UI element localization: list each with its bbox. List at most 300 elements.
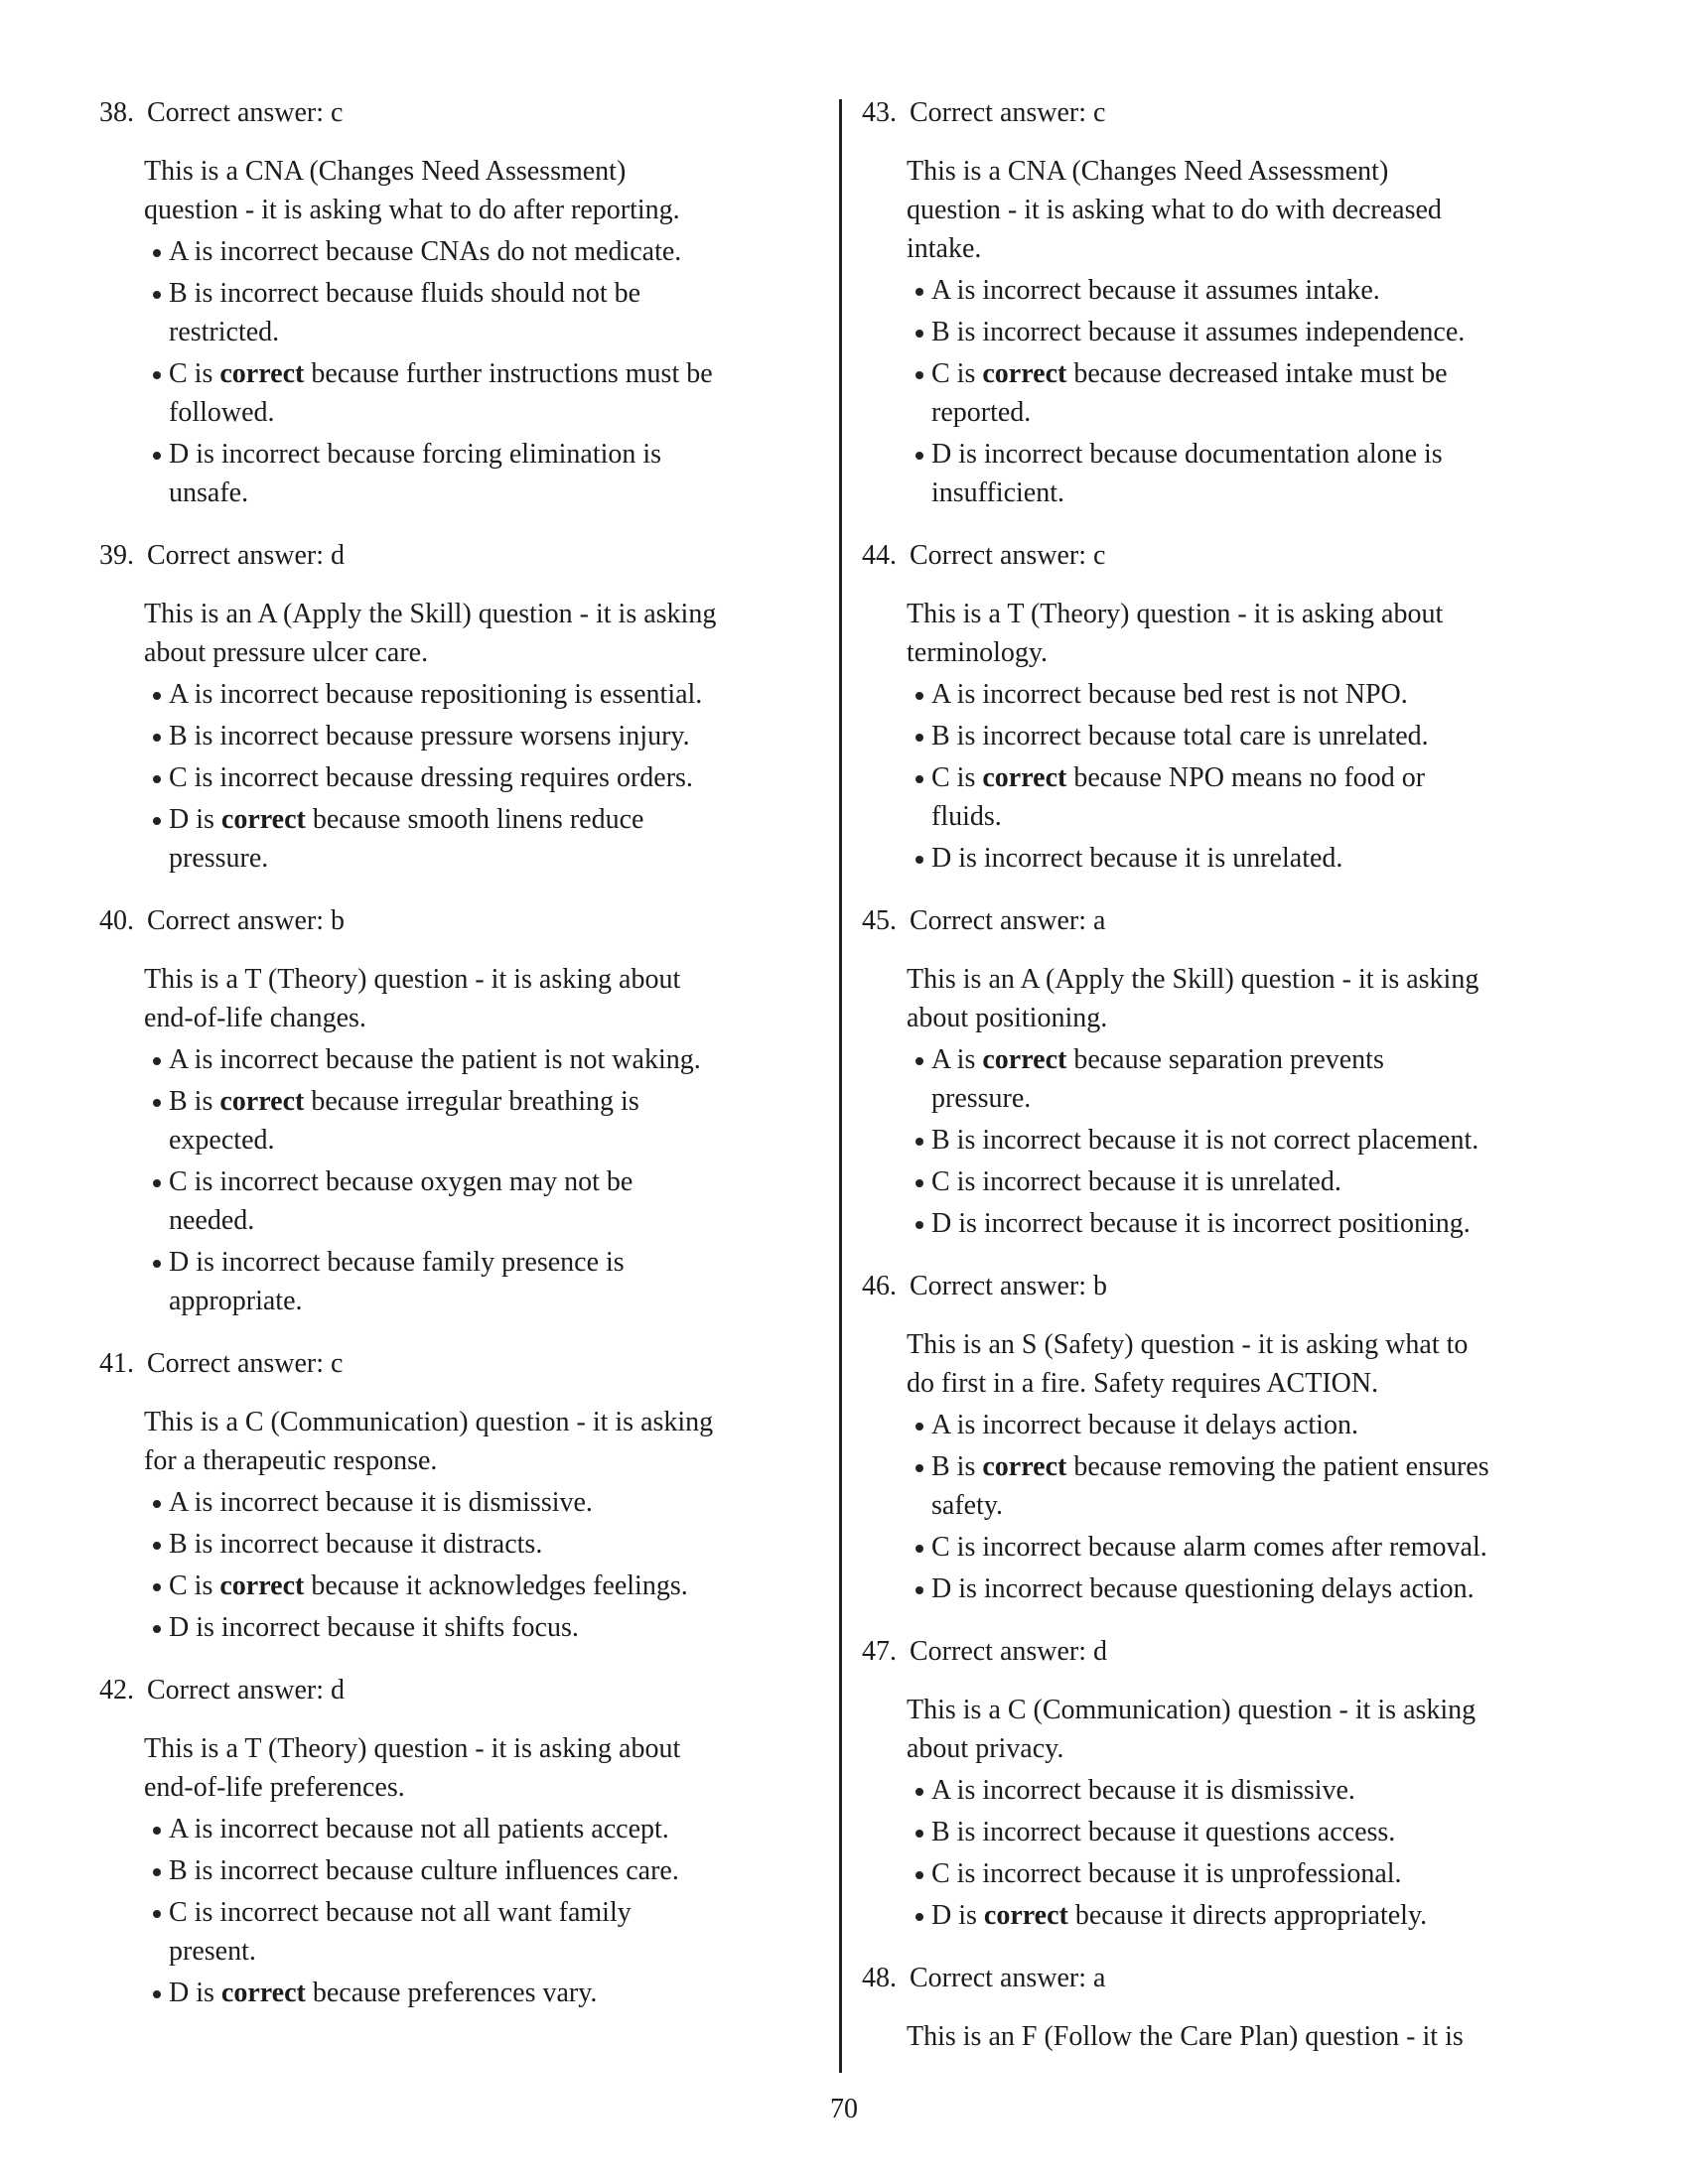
question-number: 42. <box>99 1675 134 1706</box>
text-segment-post: because it directs appropriately. <box>1067 1900 1428 1931</box>
correct-emphasis: correct <box>219 1086 305 1117</box>
answer-item-heading <box>99 901 806 940</box>
rationale-item <box>907 1121 1589 1160</box>
text-line <box>144 999 806 1037</box>
correct-answer-label: Correct answer: d <box>147 1675 346 1706</box>
text-line <box>931 675 1589 714</box>
rationale-item <box>144 1567 806 1605</box>
correct-emphasis: correct <box>983 1900 1068 1931</box>
text-segment: C is incorrect because oxygen may not be <box>169 1166 633 1197</box>
text-line <box>169 1121 806 1160</box>
rationale-list <box>144 1483 806 1647</box>
rationale-item <box>144 274 806 351</box>
text-line <box>169 1525 806 1564</box>
text-line <box>931 474 1589 512</box>
text-line <box>169 1082 806 1121</box>
rationale-list <box>907 1040 1589 1243</box>
explanation-paragraph <box>907 595 1589 672</box>
bullet-icon <box>153 371 161 379</box>
text-segment: This is a T (Theory) question - it is asking about <box>144 964 681 995</box>
text-segment: C is <box>169 1570 220 1601</box>
text-segment: B is incorrect because it distracts. <box>169 1529 543 1560</box>
text-segment: This is a CNA (Changes Need Assessment) <box>907 156 1389 187</box>
text-segment: for a therapeutic response. <box>144 1445 438 1476</box>
bullet-icon <box>915 1830 923 1838</box>
question-number: 43. <box>862 97 897 128</box>
bullet-icon <box>915 692 923 700</box>
text-line <box>169 1974 806 2012</box>
rationale-item <box>144 1483 806 1522</box>
bullet-icon <box>153 1583 161 1591</box>
bullet-icon <box>915 1464 923 1472</box>
answer-item <box>99 1671 806 2012</box>
text-line <box>144 595 806 633</box>
text-segment: A is incorrect because repositioning is essential. <box>169 679 703 710</box>
text-line <box>931 393 1589 432</box>
text-line <box>144 1768 806 1807</box>
text-segment: This is an S (Safety) question - it is asking what to <box>907 1329 1469 1360</box>
text-segment: pressure. <box>931 1083 1032 1114</box>
answer-item-heading <box>862 1959 1589 1997</box>
text-segment: This is a T (Theory) question - it is asking about <box>144 1733 681 1764</box>
text-line <box>907 595 1589 633</box>
text-segment: about privacy. <box>907 1733 1064 1764</box>
text-line <box>169 435 806 474</box>
correct-emphasis: correct <box>982 762 1067 793</box>
text-line <box>169 1243 806 1282</box>
two-column-layout <box>99 93 1589 2080</box>
answer-item-heading <box>862 1267 1589 1305</box>
answer-item <box>862 1267 1589 1608</box>
answer-column-left <box>99 93 806 2036</box>
bullet-icon <box>153 1827 161 1835</box>
rationale-item <box>144 232 806 271</box>
text-segment: This is an A (Apply the Skill) question - it is asking <box>144 599 717 629</box>
text-line <box>169 758 806 797</box>
bullet-icon <box>153 734 161 742</box>
rationale-item <box>907 1771 1589 1810</box>
correct-answer-label: Correct answer: b <box>910 1271 1108 1301</box>
bullet-icon <box>153 1990 161 1998</box>
rationale-item <box>144 1851 806 1890</box>
answer-item-heading <box>862 901 1589 940</box>
text-segment: This is an F (Follow the Care Plan) question - it is <box>907 2021 1464 2052</box>
correct-answer-label: Correct answer: c <box>910 97 1106 128</box>
text-line <box>931 1570 1589 1608</box>
explanation-paragraph <box>907 1325 1589 1403</box>
answer-item-heading <box>99 1671 806 1709</box>
text-line <box>169 1810 806 1848</box>
explanation-paragraph <box>144 1403 806 1480</box>
text-segment: D is incorrect because documentation alone is <box>931 439 1443 470</box>
text-segment: C is incorrect because it is unprofessional. <box>931 1858 1402 1889</box>
text-segment: end-of-life preferences. <box>144 1772 405 1803</box>
rationale-item <box>907 758 1589 836</box>
rationale-list <box>907 1406 1589 1608</box>
text-line <box>931 1040 1589 1079</box>
text-line <box>931 1771 1589 1810</box>
bullet-icon <box>153 249 161 257</box>
answer-item-heading <box>99 536 806 575</box>
text-line <box>169 1282 806 1320</box>
text-segment: intake. <box>907 233 982 264</box>
answer-column-right <box>862 93 1589 2080</box>
text-segment: question - it is asking what to do with decreased <box>907 195 1442 225</box>
question-number: 47. <box>862 1636 897 1667</box>
bullet-icon <box>915 1545 923 1553</box>
text-line <box>907 999 1589 1037</box>
text-line <box>931 1447 1589 1486</box>
bullet-icon <box>153 1542 161 1550</box>
correct-answer-label: Correct answer: c <box>147 97 344 128</box>
text-segment: question - it is asking what to do after reporting. <box>144 195 680 225</box>
bullet-icon <box>915 1586 923 1594</box>
text-line <box>169 1608 806 1647</box>
answer-item-heading <box>862 1632 1589 1671</box>
text-segment: B is incorrect because fluids should not be <box>169 278 641 309</box>
text-segment: end-of-life changes. <box>144 1003 366 1033</box>
rationale-item <box>144 758 806 797</box>
bullet-icon <box>153 817 161 825</box>
text-line <box>931 1162 1589 1201</box>
text-line <box>907 2017 1589 2056</box>
rationale-list <box>907 1771 1589 1935</box>
question-number: 41. <box>99 1348 134 1379</box>
text-line <box>169 839 806 878</box>
text-segment: present. <box>169 1936 256 1967</box>
text-line <box>169 313 806 351</box>
rationale-item <box>907 271 1589 310</box>
bullet-icon <box>153 1868 161 1876</box>
text-line <box>169 675 806 714</box>
answer-item <box>862 1632 1589 1935</box>
correct-answer-label: Correct answer: d <box>147 540 346 571</box>
text-segment-post: because decreased intake must be <box>1066 358 1448 389</box>
bullet-icon <box>153 1625 161 1633</box>
text-segment-post: because it acknowledges feelings. <box>304 1570 688 1601</box>
rationale-list <box>144 232 806 512</box>
text-segment-post: because removing the patient ensures <box>1066 1451 1489 1482</box>
rationale-item <box>144 1608 806 1647</box>
text-segment: B is incorrect because pressure worsens injury. <box>169 721 690 751</box>
text-segment: appropriate. <box>169 1286 303 1316</box>
rationale-item <box>907 1040 1589 1118</box>
text-line <box>144 1729 806 1768</box>
text-segment: B is incorrect because culture influences care. <box>169 1855 679 1886</box>
text-line <box>144 1403 806 1441</box>
text-segment: A is incorrect because the patient is not waking. <box>169 1044 701 1075</box>
column-divider-rule <box>839 99 842 2073</box>
text-line <box>144 633 806 672</box>
rationale-item <box>144 675 806 714</box>
text-segment: fluids. <box>931 801 1002 832</box>
text-segment: unsafe. <box>169 478 249 508</box>
rationale-item <box>907 1204 1589 1243</box>
question-number: 38. <box>99 97 134 128</box>
explanation-paragraph <box>144 595 806 672</box>
text-line <box>931 435 1589 474</box>
text-segment: needed. <box>169 1205 255 1236</box>
correct-answer-label: Correct answer: a <box>910 905 1106 936</box>
text-segment: D is incorrect because it is incorrect positioning. <box>931 1208 1471 1239</box>
text-segment: D is <box>169 1978 221 2008</box>
bullet-icon <box>153 1500 161 1508</box>
text-line <box>907 1729 1589 1768</box>
rationale-list <box>907 271 1589 512</box>
bullet-icon <box>915 1057 923 1065</box>
text-segment: B is incorrect because total care is unrelated. <box>931 721 1429 751</box>
text-segment: D is <box>931 1900 984 1931</box>
text-segment: D is incorrect because it shifts focus. <box>169 1612 579 1643</box>
text-segment: A is incorrect because CNAs do not medicate. <box>169 236 682 267</box>
text-segment: do first in a fire. Safety requires ACTION. <box>907 1368 1379 1399</box>
text-segment: This is an A (Apply the Skill) question - it is asking <box>907 964 1479 995</box>
text-segment: C is incorrect because not all want family <box>169 1897 632 1928</box>
page-number: 70 <box>830 2094 858 2124</box>
text-line <box>169 1483 806 1522</box>
text-segment: restricted. <box>169 317 280 347</box>
question-number: 40. <box>99 905 134 936</box>
rationale-item <box>907 435 1589 512</box>
rationale-list <box>144 675 806 878</box>
rationale-item <box>907 1162 1589 1201</box>
text-line <box>931 1528 1589 1567</box>
correct-emphasis: correct <box>219 358 305 389</box>
rationale-item <box>907 717 1589 755</box>
rationale-item <box>144 1525 806 1564</box>
answer-item <box>862 901 1589 1243</box>
answer-item-heading <box>862 93 1589 132</box>
rationale-item <box>144 800 806 878</box>
text-line <box>169 393 806 432</box>
rationale-item <box>144 1974 806 2012</box>
answer-item-heading <box>862 536 1589 575</box>
answer-item-heading <box>99 93 806 132</box>
bullet-icon <box>915 775 923 783</box>
question-number: 44. <box>862 540 897 571</box>
text-line <box>931 1486 1589 1525</box>
bullet-icon <box>153 775 161 783</box>
text-segment-post: because separation prevents <box>1066 1044 1384 1075</box>
text-line <box>931 1121 1589 1160</box>
correct-answer-label: Correct answer: c <box>910 540 1106 571</box>
text-segment: A is incorrect because it delays action. <box>931 1410 1358 1440</box>
bullet-icon <box>153 1099 161 1107</box>
text-line <box>169 274 806 313</box>
text-segment: reported. <box>931 397 1032 428</box>
bullet-icon <box>915 1423 923 1431</box>
text-segment: D is <box>169 804 221 835</box>
text-line <box>931 1854 1589 1893</box>
bullet-icon <box>915 330 923 338</box>
text-line <box>907 1364 1589 1403</box>
text-line <box>931 717 1589 755</box>
text-line <box>169 1567 806 1605</box>
text-segment: about pressure ulcer care. <box>144 637 429 668</box>
text-line <box>931 1813 1589 1851</box>
bullet-icon <box>915 1221 923 1229</box>
bullet-icon <box>915 734 923 742</box>
bullet-icon <box>915 371 923 379</box>
text-segment: C is incorrect because it is unrelated. <box>931 1166 1341 1197</box>
text-line <box>144 152 806 191</box>
rationale-item <box>144 1162 806 1240</box>
correct-answer-label: Correct answer: d <box>910 1636 1108 1667</box>
answer-item <box>99 901 806 1320</box>
bullet-icon <box>915 1788 923 1796</box>
rationale-list <box>144 1040 806 1320</box>
text-line <box>169 232 806 271</box>
rationale-item <box>144 354 806 432</box>
bullet-icon <box>915 856 923 864</box>
answer-item <box>862 536 1589 878</box>
text-line <box>169 354 806 393</box>
question-number: 45. <box>862 905 897 936</box>
text-segment: B is incorrect because it questions access. <box>931 1817 1396 1847</box>
text-line <box>931 313 1589 351</box>
text-line <box>144 960 806 999</box>
text-line <box>907 1691 1589 1729</box>
correct-emphasis: correct <box>982 1451 1067 1482</box>
text-segment-post: because further instructions must be <box>304 358 713 389</box>
rationale-list <box>907 675 1589 878</box>
text-line <box>931 1406 1589 1444</box>
bullet-icon <box>915 1179 923 1187</box>
correct-emphasis: correct <box>220 1978 306 2008</box>
text-segment: C is <box>931 762 983 793</box>
text-segment: C is <box>169 358 220 389</box>
text-line <box>169 800 806 839</box>
bullet-icon <box>915 288 923 296</box>
correct-answer-label: Correct answer: a <box>910 1963 1106 1993</box>
rationale-item <box>907 354 1589 432</box>
text-line <box>169 1040 806 1079</box>
text-line <box>169 474 806 512</box>
bullet-icon <box>153 692 161 700</box>
answer-item <box>862 1959 1589 2056</box>
bullet-icon <box>153 1179 161 1187</box>
correct-emphasis: correct <box>982 1044 1067 1075</box>
explanation-paragraph <box>144 960 806 1037</box>
text-segment: about positioning. <box>907 1003 1108 1033</box>
text-line <box>907 191 1589 229</box>
text-segment: A is incorrect because it is dismissive. <box>169 1487 593 1518</box>
text-segment-post: because preferences vary. <box>305 1978 598 2008</box>
text-line <box>144 1441 806 1480</box>
explanation-paragraph <box>907 2017 1589 2056</box>
text-segment: insufficient. <box>931 478 1065 508</box>
rationale-item <box>144 1893 806 1971</box>
question-number: 46. <box>862 1271 897 1301</box>
text-segment: safety. <box>931 1490 1004 1521</box>
question-number: 39. <box>99 540 134 571</box>
text-line <box>169 1893 806 1932</box>
question-number: 48. <box>862 1963 897 1993</box>
bullet-icon <box>915 1138 923 1146</box>
text-line <box>931 758 1589 797</box>
text-line <box>931 1204 1589 1243</box>
rationale-item <box>144 1810 806 1848</box>
text-line <box>931 354 1589 393</box>
bullet-icon <box>915 1913 923 1921</box>
bullet-icon <box>153 1057 161 1065</box>
answer-item <box>862 93 1589 512</box>
answer-item-heading <box>99 1344 806 1383</box>
text-segment: C is incorrect because dressing requires orders. <box>169 762 693 793</box>
rationale-item <box>907 1570 1589 1608</box>
text-line <box>931 271 1589 310</box>
text-segment: This is a CNA (Changes Need Assessment) <box>144 156 627 187</box>
text-segment: B is incorrect because it is not correct placement. <box>931 1125 1479 1156</box>
text-segment: D is incorrect because forcing elimination is <box>169 439 662 470</box>
text-line <box>931 1896 1589 1935</box>
text-segment-post: because NPO means no food or <box>1066 762 1426 793</box>
text-segment: B is incorrect because it assumes independence. <box>931 317 1466 347</box>
explanation-paragraph <box>907 152 1589 268</box>
text-line <box>144 191 806 229</box>
rationale-item <box>907 313 1589 351</box>
rationale-item <box>907 1406 1589 1444</box>
rationale-list <box>144 1810 806 2012</box>
rationale-item <box>907 1854 1589 1893</box>
text-segment: followed. <box>169 397 275 428</box>
correct-answer-label: Correct answer: c <box>147 1348 344 1379</box>
rationale-item <box>144 717 806 755</box>
rationale-item <box>907 1896 1589 1935</box>
text-segment: This is a C (Communication) question - it is asking <box>907 1695 1477 1725</box>
text-segment: B is <box>169 1086 220 1117</box>
text-line <box>907 960 1589 999</box>
text-segment: A is incorrect because it assumes intake. <box>931 275 1380 306</box>
bullet-icon <box>153 1260 161 1268</box>
bullet-icon <box>915 1871 923 1879</box>
text-line <box>169 1201 806 1240</box>
explanation-paragraph <box>907 960 1589 1037</box>
text-segment: This is a C (Communication) question - it is asking <box>144 1407 714 1437</box>
answer-item <box>99 536 806 878</box>
text-line <box>169 717 806 755</box>
correct-answer-label: Correct answer: b <box>147 905 346 936</box>
text-segment: This is a T (Theory) question - it is asking about <box>907 599 1444 629</box>
text-line <box>907 1325 1589 1364</box>
answer-item <box>99 1344 806 1647</box>
text-segment: A is incorrect because not all patients accept. <box>169 1814 669 1844</box>
bullet-icon <box>915 452 923 460</box>
text-line <box>931 1079 1589 1118</box>
bullet-icon <box>153 1910 161 1918</box>
text-line <box>907 152 1589 191</box>
text-segment-post: because smooth linens reduce <box>305 804 644 835</box>
text-line <box>169 1932 806 1971</box>
rationale-item <box>144 1082 806 1160</box>
text-segment: D is incorrect because it is unrelated. <box>931 843 1343 874</box>
correct-emphasis: correct <box>220 804 306 835</box>
text-segment: A is incorrect because bed rest is not NPO. <box>931 679 1408 710</box>
text-line <box>931 839 1589 878</box>
explanation-paragraph <box>144 152 806 229</box>
text-segment: C is incorrect because alarm comes after removal. <box>931 1532 1487 1563</box>
bullet-icon <box>153 291 161 299</box>
text-segment: C is <box>931 358 983 389</box>
rationale-item <box>144 435 806 512</box>
text-line <box>907 633 1589 672</box>
rationale-item <box>907 675 1589 714</box>
text-segment: expected. <box>169 1125 275 1156</box>
text-segment: A is <box>931 1044 983 1075</box>
text-line <box>169 1851 806 1890</box>
rationale-item <box>907 1813 1589 1851</box>
text-segment: D is incorrect because family presence is <box>169 1247 625 1278</box>
